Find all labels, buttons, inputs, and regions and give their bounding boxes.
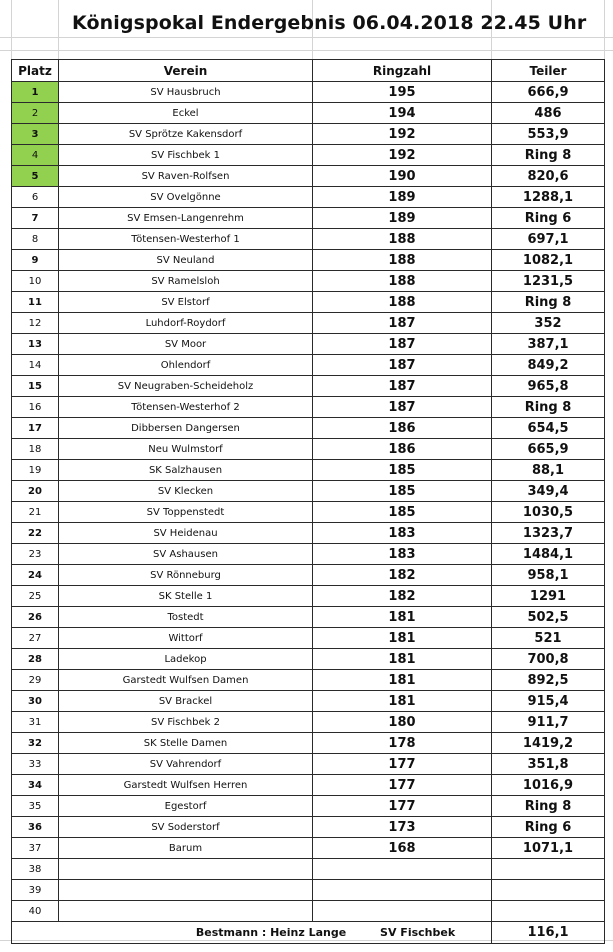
teiler-cell: 1484,1 xyxy=(492,544,605,565)
table-row xyxy=(12,313,605,334)
teiler-cell: 1071,1 xyxy=(492,838,605,859)
table-row xyxy=(12,628,605,649)
platz-cell: 20 xyxy=(12,481,59,502)
platz-cell: 16 xyxy=(12,397,59,418)
platz-cell: 28 xyxy=(12,649,59,670)
teiler-cell: 820,6 xyxy=(492,166,605,187)
platz-cell: 23 xyxy=(12,544,59,565)
teiler-cell: 911,7 xyxy=(492,712,605,733)
table-row xyxy=(12,649,605,670)
verein-cell: Eckel xyxy=(59,103,313,124)
teiler-cell: 351,8 xyxy=(492,754,605,775)
table-row xyxy=(12,355,605,376)
teiler-cell: 1082,1 xyxy=(492,250,605,271)
platz-cell: 19 xyxy=(12,460,59,481)
platz-cell: 8 xyxy=(12,229,59,250)
table-row xyxy=(12,82,605,103)
results-table xyxy=(11,59,605,944)
ringzahl-cell: 168 xyxy=(313,838,492,859)
teiler-cell: 352 xyxy=(492,313,605,334)
teiler-cell: 349,4 xyxy=(492,481,605,502)
table-row xyxy=(12,859,605,880)
verein-cell xyxy=(59,901,313,922)
table-row xyxy=(12,502,605,523)
teiler-cell: 665,9 xyxy=(492,439,605,460)
verein-cell: SV Vahrendorf xyxy=(59,754,313,775)
verein-cell: Tötensen-Westerhof 2 xyxy=(59,397,313,418)
table-row xyxy=(12,397,605,418)
ringzahl-cell xyxy=(313,880,492,901)
teiler-cell: 697,1 xyxy=(492,229,605,250)
verein-cell: Barum xyxy=(59,838,313,859)
teiler-cell xyxy=(492,859,605,880)
verein-cell: Dibbersen Dangersen xyxy=(59,418,313,439)
verein-cell: Ladekop xyxy=(59,649,313,670)
table-row xyxy=(12,796,605,817)
verein-cell: Tötensen-Westerhof 1 xyxy=(59,229,313,250)
platz-cell: 29 xyxy=(12,670,59,691)
teiler-cell: 700,8 xyxy=(492,649,605,670)
ringzahl-cell: 182 xyxy=(313,565,492,586)
ringzahl-cell: 181 xyxy=(313,607,492,628)
platz-cell: 33 xyxy=(12,754,59,775)
teiler-cell: Ring 8 xyxy=(492,796,605,817)
table-row xyxy=(12,418,605,439)
verein-cell: SV Fischbek 1 xyxy=(59,145,313,166)
platz-cell: 35 xyxy=(12,796,59,817)
teiler-cell: 666,9 xyxy=(492,82,605,103)
table-row xyxy=(12,670,605,691)
verein-cell: Garstedt Wulfsen Damen xyxy=(59,670,313,691)
teiler-cell: 88,1 xyxy=(492,460,605,481)
platz-cell: 9 xyxy=(12,250,59,271)
footer-row xyxy=(12,922,605,944)
ringzahl-cell: 189 xyxy=(313,187,492,208)
platz-cell: 37 xyxy=(12,838,59,859)
verein-cell xyxy=(59,859,313,880)
ringzahl-cell: 177 xyxy=(313,754,492,775)
platz-cell: 40 xyxy=(12,901,59,922)
teiler-cell: 892,5 xyxy=(492,670,605,691)
table-row xyxy=(12,481,605,502)
header-teiler: Teiler xyxy=(492,60,605,82)
teiler-cell: 387,1 xyxy=(492,334,605,355)
ringzahl-cell: 186 xyxy=(313,439,492,460)
teiler-cell: 1231,5 xyxy=(492,271,605,292)
ringzahl-cell: 177 xyxy=(313,775,492,796)
ringzahl-cell: 188 xyxy=(313,250,492,271)
ringzahl-cell: 187 xyxy=(313,334,492,355)
table-row xyxy=(12,901,605,922)
table-row xyxy=(12,229,605,250)
teiler-cell: Ring 6 xyxy=(492,208,605,229)
verein-cell: SV Fischbek 2 xyxy=(59,712,313,733)
table-row xyxy=(12,607,605,628)
verein-cell: SV Ovelgönne xyxy=(59,187,313,208)
ringzahl-cell: 182 xyxy=(313,586,492,607)
table-row xyxy=(12,103,605,124)
ringzahl-cell: 181 xyxy=(313,670,492,691)
platz-cell: 14 xyxy=(12,355,59,376)
platz-cell: 25 xyxy=(12,586,59,607)
verein-cell: SK Stelle 1 xyxy=(59,586,313,607)
table-row xyxy=(12,250,605,271)
results-body xyxy=(12,82,605,922)
ringzahl-cell: 192 xyxy=(313,124,492,145)
teiler-cell: 486 xyxy=(492,103,605,124)
platz-cell: 11 xyxy=(12,292,59,313)
grid-line xyxy=(0,50,613,51)
ringzahl-cell xyxy=(313,901,492,922)
table-row xyxy=(12,460,605,481)
verein-cell: SV Toppenstedt xyxy=(59,502,313,523)
table-row xyxy=(12,817,605,838)
teiler-cell: 521 xyxy=(492,628,605,649)
table-row xyxy=(12,271,605,292)
teiler-cell: 1288,1 xyxy=(492,187,605,208)
platz-cell: 30 xyxy=(12,691,59,712)
bestmann-club: SV Fischbek xyxy=(380,926,456,939)
platz-cell: 4 xyxy=(12,145,59,166)
table-row xyxy=(12,565,605,586)
verein-cell: SV Rönneburg xyxy=(59,565,313,586)
title-row xyxy=(0,0,613,38)
teiler-cell: 1323,7 xyxy=(492,523,605,544)
teiler-cell: 1030,5 xyxy=(492,502,605,523)
ringzahl-cell: 185 xyxy=(313,481,492,502)
verein-cell xyxy=(59,880,313,901)
table-row xyxy=(12,733,605,754)
platz-cell: 3 xyxy=(12,124,59,145)
ringzahl-cell: 178 xyxy=(313,733,492,754)
ringzahl-cell: 183 xyxy=(313,523,492,544)
teiler-cell: 553,9 xyxy=(492,124,605,145)
ringzahl-cell: 187 xyxy=(313,355,492,376)
ringzahl-cell: 180 xyxy=(313,712,492,733)
teiler-cell: Ring 8 xyxy=(492,292,605,313)
ringzahl-cell: 188 xyxy=(313,271,492,292)
verein-cell: SV Moor xyxy=(59,334,313,355)
platz-cell: 6 xyxy=(12,187,59,208)
bestmann-cell xyxy=(12,922,492,944)
teiler-cell: 1016,9 xyxy=(492,775,605,796)
verein-cell: Egestorf xyxy=(59,796,313,817)
verein-cell: Neu Wulmstorf xyxy=(59,439,313,460)
bestmann-teiler: 116,1 xyxy=(492,922,605,944)
platz-cell: 26 xyxy=(12,607,59,628)
platz-cell: 18 xyxy=(12,439,59,460)
ringzahl-cell: 190 xyxy=(313,166,492,187)
table-row xyxy=(12,166,605,187)
teiler-cell: 1291 xyxy=(492,586,605,607)
ringzahl-cell: 188 xyxy=(313,292,492,313)
platz-cell: 36 xyxy=(12,817,59,838)
ringzahl-cell: 194 xyxy=(313,103,492,124)
bestmann-label: Bestmann : Heinz Lange xyxy=(195,926,347,939)
table-row xyxy=(12,523,605,544)
ringzahl-cell: 187 xyxy=(313,313,492,334)
verein-cell: SV Elstorf xyxy=(59,292,313,313)
table-row xyxy=(12,544,605,565)
ringzahl-cell: 186 xyxy=(313,418,492,439)
platz-cell: 15 xyxy=(12,376,59,397)
verein-cell: SK Salzhausen xyxy=(59,460,313,481)
verein-cell: SV Raven-Rolfsen xyxy=(59,166,313,187)
verein-cell: SV Soderstorf xyxy=(59,817,313,838)
page-title: Königspokal Endergebnis 06.04.2018 22.45 Uhr xyxy=(72,12,587,34)
table-row xyxy=(12,145,605,166)
header-platz: Platz xyxy=(12,60,59,82)
verein-cell: Luhdorf-Roydorf xyxy=(59,313,313,334)
platz-cell: 39 xyxy=(12,880,59,901)
ringzahl-cell: 181 xyxy=(313,628,492,649)
teiler-cell: 965,8 xyxy=(492,376,605,397)
platz-cell: 13 xyxy=(12,334,59,355)
teiler-cell: 654,5 xyxy=(492,418,605,439)
ringzahl-cell: 188 xyxy=(313,229,492,250)
verein-cell: SV Klecken xyxy=(59,481,313,502)
teiler-cell: 915,4 xyxy=(492,691,605,712)
header-row xyxy=(12,60,605,82)
platz-cell: 5 xyxy=(12,166,59,187)
platz-cell: 31 xyxy=(12,712,59,733)
platz-cell: 17 xyxy=(12,418,59,439)
verein-cell: SV Heidenau xyxy=(59,523,313,544)
verein-cell: SV Brackel xyxy=(59,691,313,712)
platz-cell: 10 xyxy=(12,271,59,292)
verein-cell: SV Emsen-Langenrehm xyxy=(59,208,313,229)
table-row xyxy=(12,775,605,796)
teiler-cell: 958,1 xyxy=(492,565,605,586)
ringzahl-cell: 189 xyxy=(313,208,492,229)
teiler-cell: 1419,2 xyxy=(492,733,605,754)
verein-cell: Wittorf xyxy=(59,628,313,649)
verein-cell: SK Stelle Damen xyxy=(59,733,313,754)
verein-cell: SV Ashausen xyxy=(59,544,313,565)
ringzahl-cell: 187 xyxy=(313,397,492,418)
ringzahl-cell: 173 xyxy=(313,817,492,838)
table-row xyxy=(12,208,605,229)
verein-cell: Tostedt xyxy=(59,607,313,628)
platz-cell: 34 xyxy=(12,775,59,796)
ringzahl-cell: 185 xyxy=(313,502,492,523)
table-row xyxy=(12,838,605,859)
table-row xyxy=(12,376,605,397)
teiler-cell: Ring 8 xyxy=(492,145,605,166)
platz-cell: 24 xyxy=(12,565,59,586)
verein-cell: SV Sprötze Kakensdorf xyxy=(59,124,313,145)
platz-cell: 32 xyxy=(12,733,59,754)
teiler-cell: 502,5 xyxy=(492,607,605,628)
table-row xyxy=(12,187,605,208)
verein-cell: SV Hausbruch xyxy=(59,82,313,103)
ringzahl-cell: 185 xyxy=(313,460,492,481)
ringzahl-cell: 177 xyxy=(313,796,492,817)
teiler-cell: Ring 8 xyxy=(492,397,605,418)
teiler-cell xyxy=(492,880,605,901)
teiler-cell xyxy=(492,901,605,922)
teiler-cell: 849,2 xyxy=(492,355,605,376)
platz-cell: 12 xyxy=(12,313,59,334)
ringzahl-cell: 195 xyxy=(313,82,492,103)
table-row xyxy=(12,439,605,460)
table-row xyxy=(12,334,605,355)
table-row xyxy=(12,586,605,607)
header-ringzahl: Ringzahl xyxy=(313,60,492,82)
verein-cell: SV Ramelsloh xyxy=(59,271,313,292)
verein-cell: Garstedt Wulfsen Herren xyxy=(59,775,313,796)
table-row xyxy=(12,880,605,901)
verein-cell: SV Neuland xyxy=(59,250,313,271)
platz-cell: 7 xyxy=(12,208,59,229)
platz-cell: 27 xyxy=(12,628,59,649)
table-row xyxy=(12,712,605,733)
table-row xyxy=(12,691,605,712)
verein-cell: SV Neugraben-Scheideholz xyxy=(59,376,313,397)
ringzahl-cell: 181 xyxy=(313,649,492,670)
ringzahl-cell: 183 xyxy=(313,544,492,565)
platz-cell: 21 xyxy=(12,502,59,523)
ringzahl-cell: 181 xyxy=(313,691,492,712)
platz-cell: 38 xyxy=(12,859,59,880)
ringzahl-cell: 187 xyxy=(313,376,492,397)
table-row xyxy=(12,292,605,313)
platz-cell: 1 xyxy=(12,82,59,103)
platz-cell: 22 xyxy=(12,523,59,544)
header-verein: Verein xyxy=(59,60,313,82)
table-row xyxy=(12,124,605,145)
teiler-cell: Ring 6 xyxy=(492,817,605,838)
verein-cell: Ohlendorf xyxy=(59,355,313,376)
table-row xyxy=(12,754,605,775)
ringzahl-cell xyxy=(313,859,492,880)
ringzahl-cell: 192 xyxy=(313,145,492,166)
platz-cell: 2 xyxy=(12,103,59,124)
